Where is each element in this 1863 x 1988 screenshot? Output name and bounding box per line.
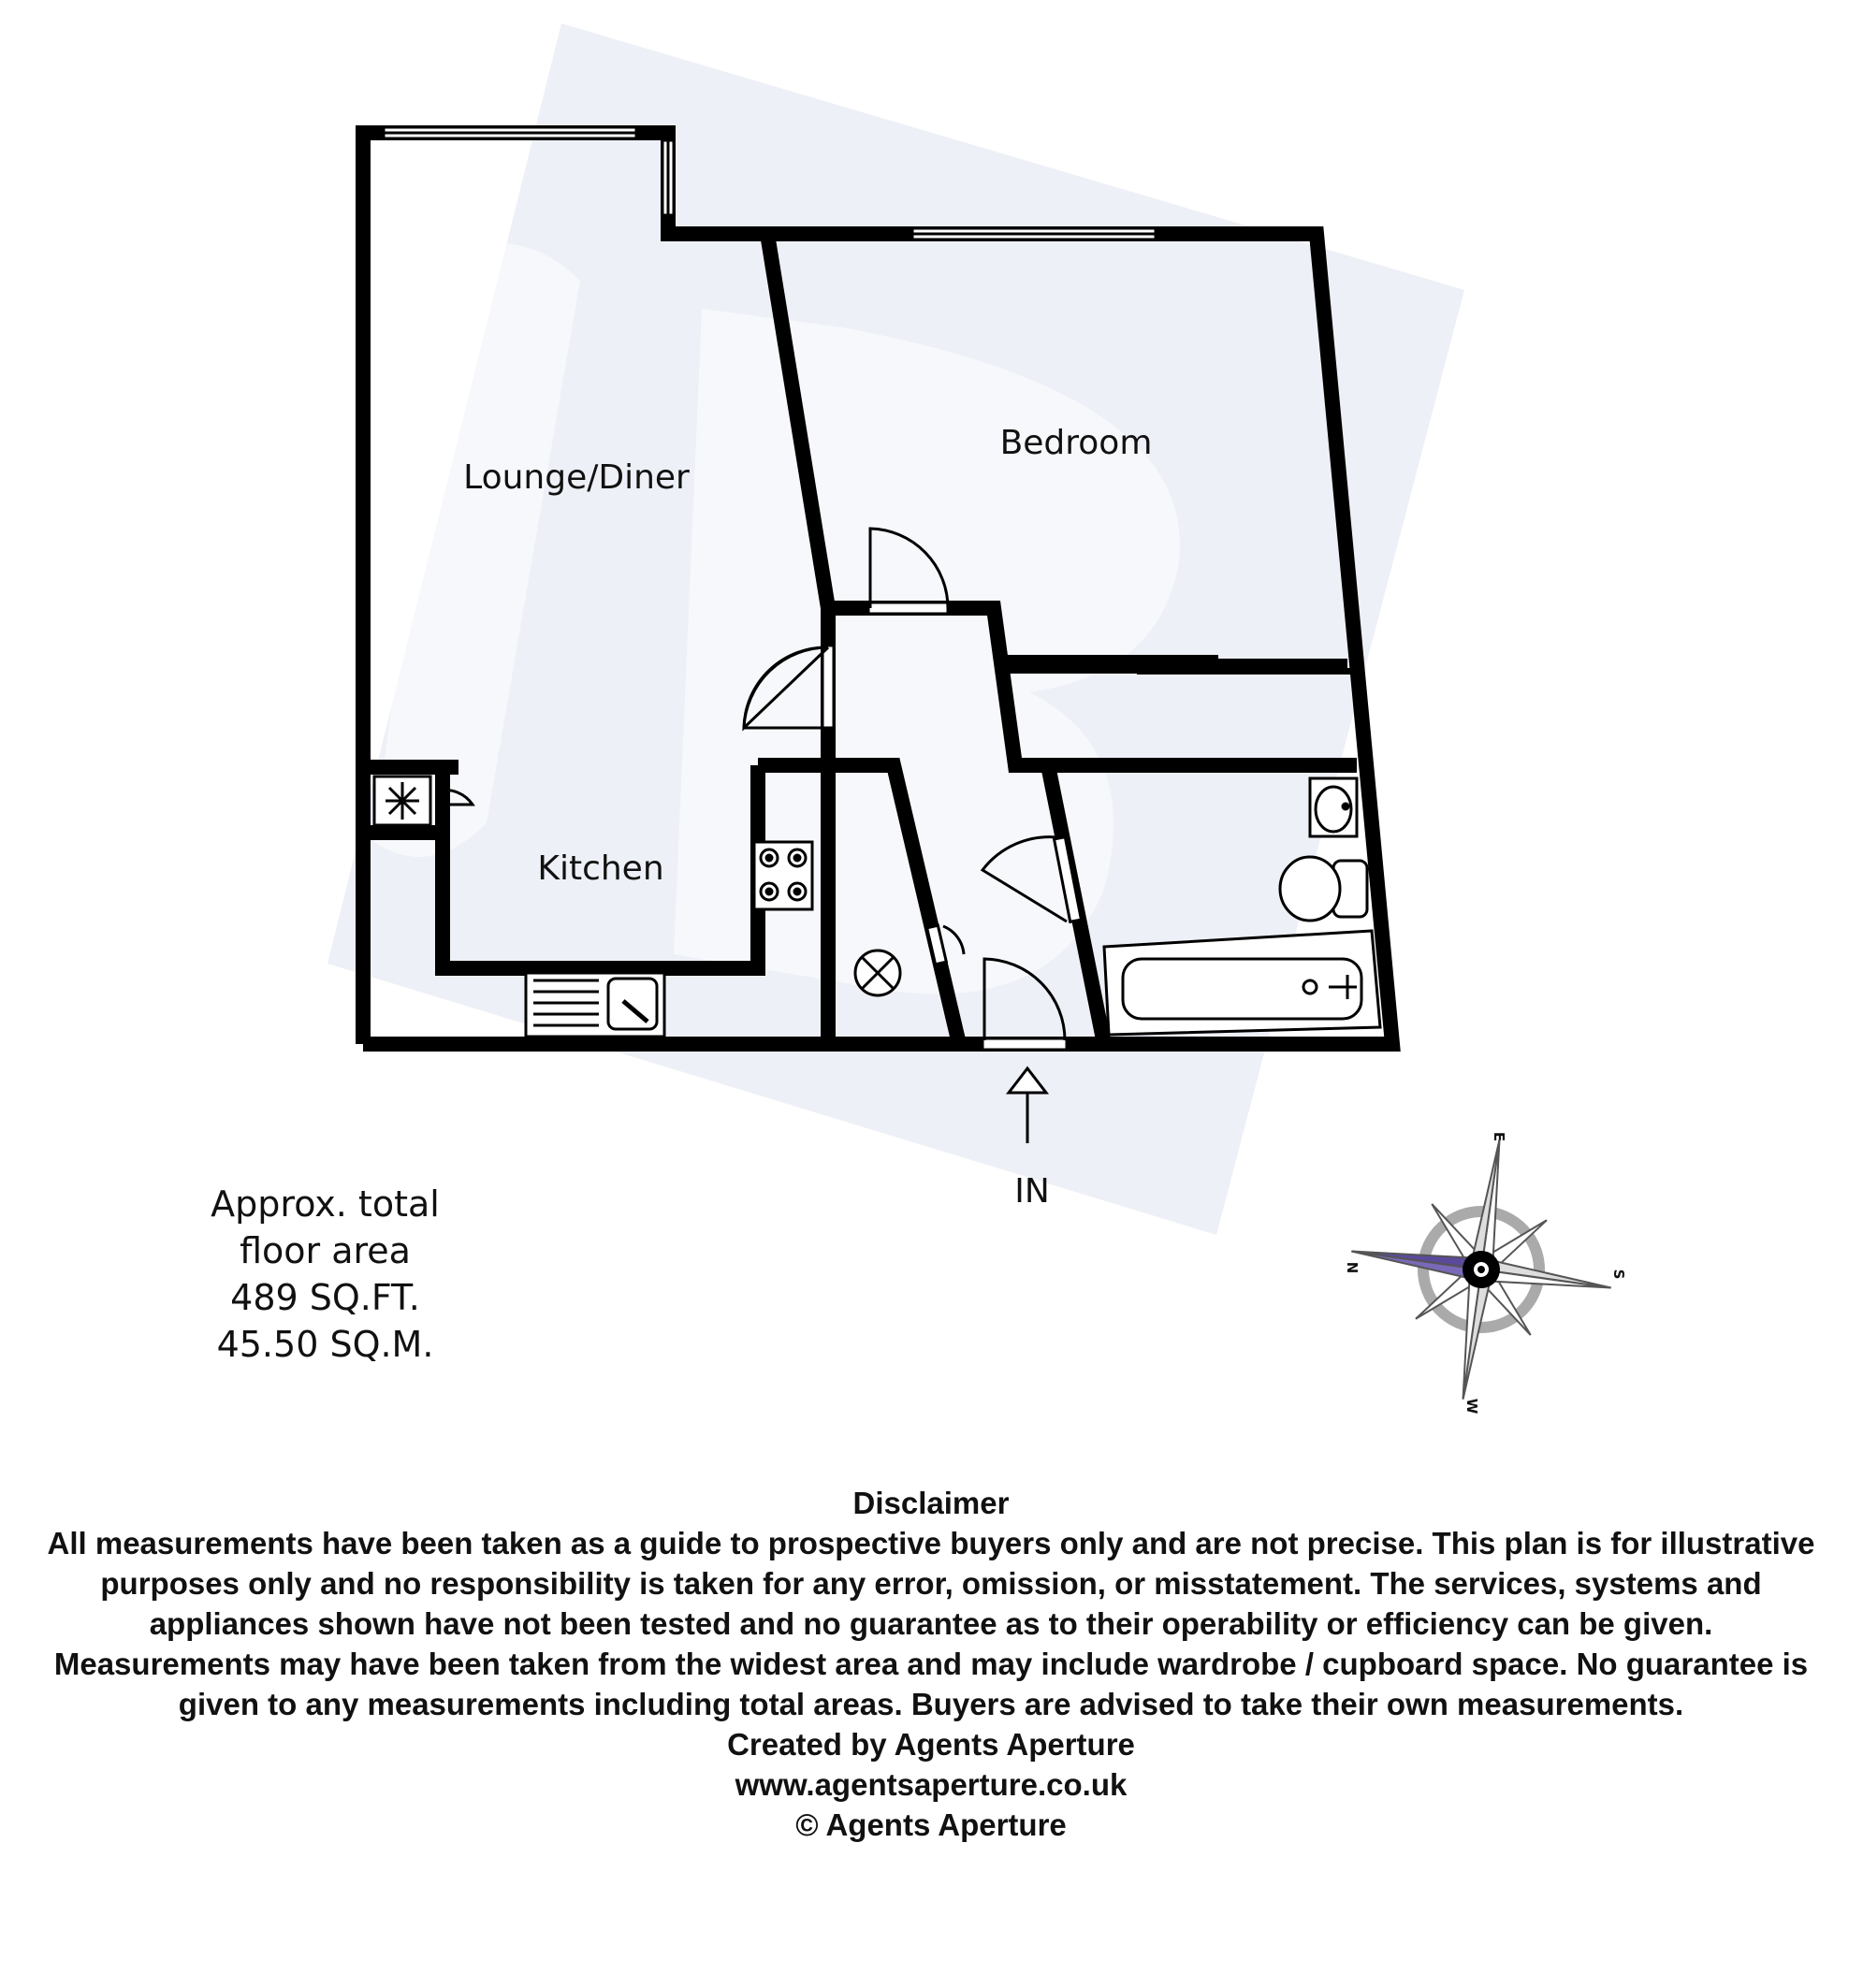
- room-label-lounge-diner: Lounge/Diner: [463, 458, 690, 497]
- entrance-label: IN: [1014, 1172, 1050, 1211]
- area-sqm: 45.50 SQ.M.: [216, 1324, 434, 1365]
- compass-west-label: W: [1463, 1398, 1480, 1415]
- disclaimer-created-by: Created by Agents Aperture: [727, 1727, 1135, 1762]
- room-label-bedroom: Bedroom: [999, 424, 1153, 462]
- disclaimer-copyright: © Agents Aperture: [795, 1807, 1067, 1842]
- compass-north-label: N: [1344, 1261, 1361, 1274]
- disclaimer-website: www.agentsaperture.co.uk: [735, 1767, 1128, 1802]
- room-label-kitchen: Kitchen: [537, 849, 664, 888]
- compass-south-label: S: [1610, 1269, 1627, 1280]
- watermark-logo: [327, 23, 1464, 1235]
- toilet-icon: [1280, 857, 1367, 921]
- wardrobe-slide-2: [1137, 668, 1352, 675]
- area-line-2: floor area: [240, 1230, 411, 1271]
- sink-icon: [526, 973, 664, 1037]
- total-floor-area: [150, 1181, 501, 1368]
- area-sqft: 489 SQ.FT.: [230, 1277, 420, 1318]
- wardrobe-slide: [1003, 655, 1218, 661]
- window-entrance: [982, 1038, 1067, 1050]
- hob-icon: [754, 842, 812, 909]
- disclaimer-title: Disclaimer: [852, 1486, 1010, 1520]
- area-line-1: Approx. total: [211, 1183, 440, 1225]
- compass-icon: [1333, 1122, 1629, 1417]
- boiler-icon: [855, 950, 900, 995]
- disclaimer: [37, 1483, 1825, 1845]
- disclaimer-body: All measurements have been taken as a guide to prospective buyers only and are not precise. This plan is for illustrative purposes only and no responsibility is taken for any error, omission, or misstatement. The services, systems and appliances shown have not been tested and no guarantee as to their operability or efficiency can be given. Measurements may have been taken from the widest area and may include wardrobe / cupboard space. No guarantee is given to any measurements including total areas. Buyers are advised to take their own measurements.: [47, 1526, 1815, 1721]
- compass-east-label: E: [1491, 1131, 1507, 1142]
- basin-icon: [1310, 778, 1357, 836]
- bath-icon: [1104, 931, 1380, 1035]
- fridge-icon: [374, 776, 430, 825]
